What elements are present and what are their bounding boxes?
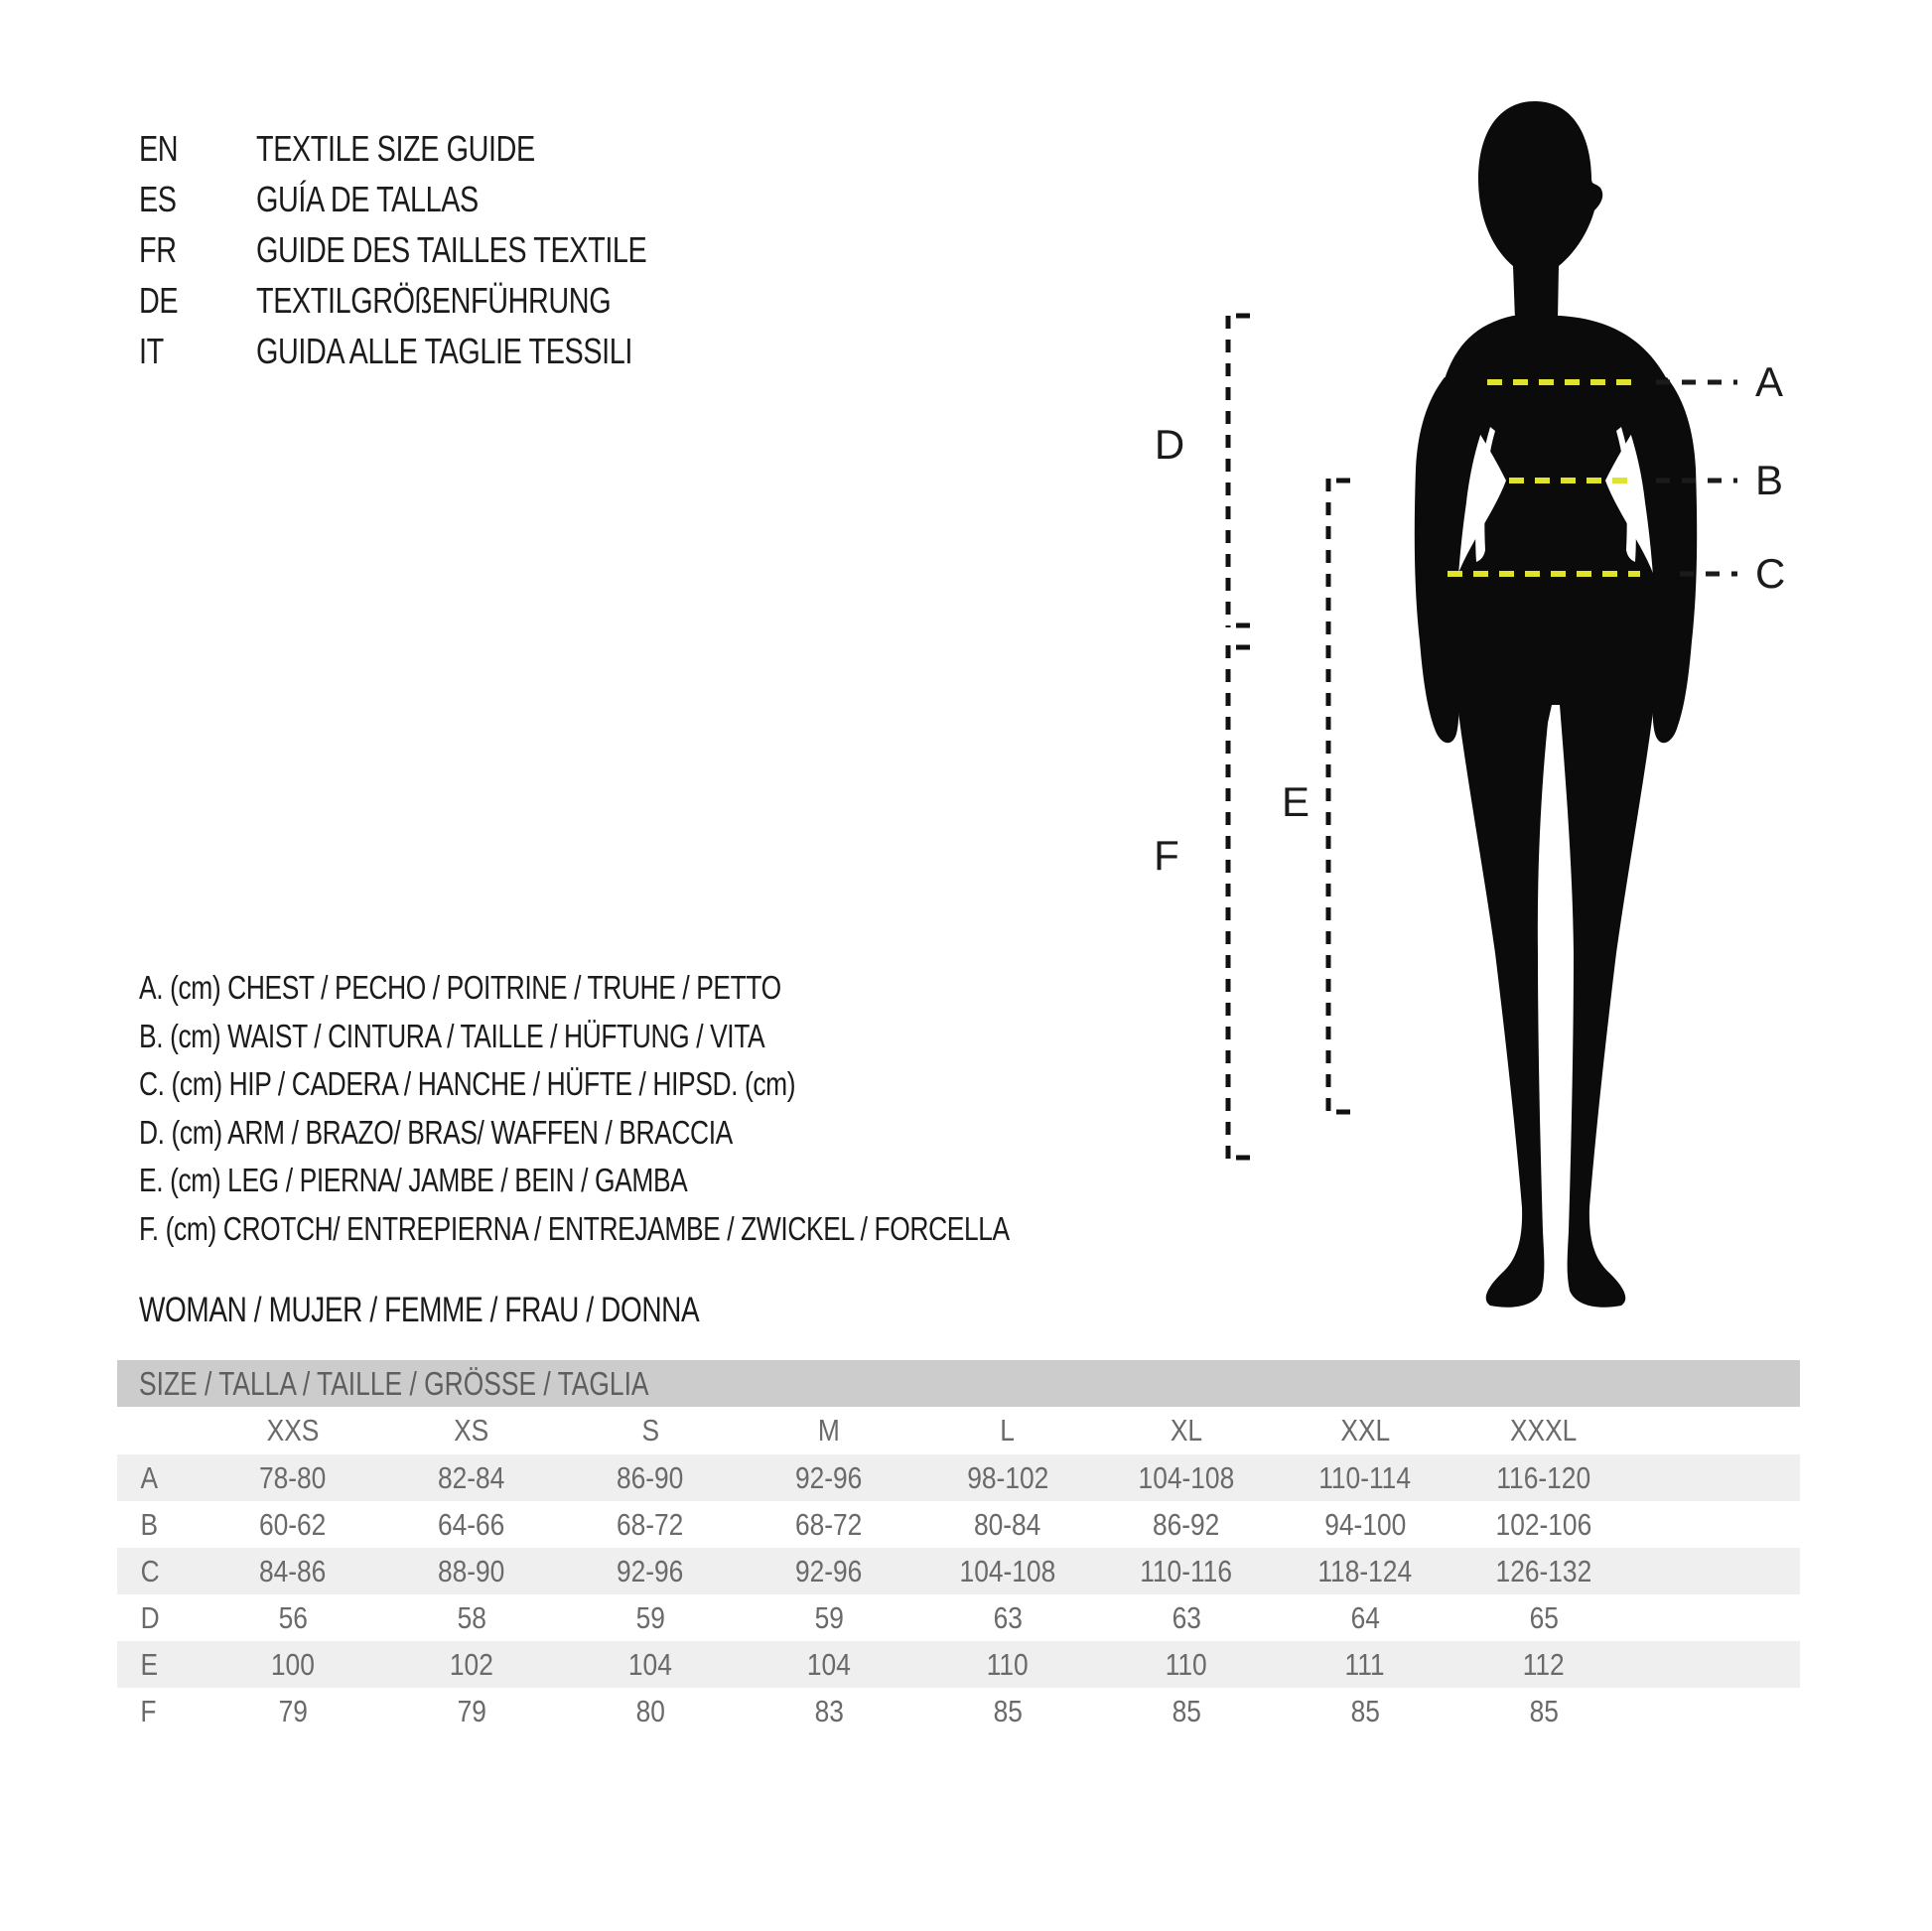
language-row-fr: [139, 224, 745, 275]
size-col-l: L: [1000, 1413, 1016, 1448]
language-row-en: [139, 123, 745, 174]
table-row-crotch: F 79 79 80 83 85 85 85 85: [117, 1688, 1800, 1734]
figure-label-hip: C: [1755, 550, 1786, 597]
row-label: E: [140, 1646, 159, 1682]
language-row-de: [139, 275, 745, 326]
size-col-xxl: XXL: [1340, 1413, 1390, 1448]
language-title-list: [139, 123, 745, 376]
silhouette-right-arm: [1624, 377, 1697, 743]
row-label: A: [140, 1459, 159, 1495]
language-code: ES: [139, 179, 177, 219]
size-col-xs: XS: [454, 1413, 489, 1448]
figure-label-chest: A: [1755, 358, 1784, 405]
vertical-measure-lines: [1228, 316, 1350, 1160]
group-title-woman: WOMAN / MUJER / FEMME / FRAU / DONNA: [139, 1291, 700, 1329]
figure-label-leg: E: [1281, 778, 1311, 825]
table-row-arm: D 56 58 59 59 63 63 64 65: [117, 1594, 1800, 1641]
legend-crotch: F. (cm) CROTCH/ ENTREPIERNA / ENTREJAMBE / ZWICKEL / FORCELLA: [139, 1209, 1010, 1247]
size-table-title: SIZE / TALLA / TAILLE / GRÖSSE / TAGLIA: [139, 1365, 649, 1402]
silhouette-torso-legs: [1445, 316, 1667, 1308]
figure-labels: [1154, 358, 1785, 879]
woman-silhouette: [1415, 101, 1697, 1308]
table-row-waist: B 60-62 64-66 68-72 68-72 80-84 86-92 94-100 102-106: [117, 1501, 1800, 1548]
silhouette-arm-gaps: [1475, 427, 1636, 562]
silhouette-left-arm: [1415, 377, 1487, 743]
figure-label-waist: B: [1755, 457, 1784, 503]
size-header-row: [117, 1407, 1800, 1454]
guide-title-it: GUIDA ALLE TAGLIE TESSILI: [256, 331, 632, 371]
label-leader-lines: [1656, 382, 1737, 574]
size-col-s: S: [641, 1413, 659, 1448]
language-code: FR: [139, 229, 177, 270]
figure-label-arm: D: [1154, 421, 1185, 468]
measurement-legend: [139, 964, 1227, 1253]
size-col-xxxl: XXXL: [1510, 1413, 1578, 1448]
legend-chest: A. (cm) CHEST / PECHO / POITRINE / TRUHE / PETTO: [139, 969, 781, 1006]
language-row-it: [139, 326, 745, 376]
legend-leg: E. (cm) LEG / PIERNA/ JAMBE / BEIN / GAMBA: [139, 1162, 688, 1198]
table-row-hip: C 84-86 88-90 92-96 92-96 104-108 110-116 118-124 126-132: [117, 1548, 1800, 1594]
size-col-m: M: [818, 1413, 840, 1448]
guide-title-fr: GUIDE DES TAILLES TEXTILE: [256, 229, 647, 270]
legend-arm: D. (cm) ARM / BRAZO/ BRAS/ WAFFEN / BRACCIA: [139, 1113, 733, 1151]
guide-title-en: TEXTILE SIZE GUIDE: [256, 128, 535, 169]
size-table: [117, 1360, 1800, 1734]
size-table-header-bar: [117, 1360, 1800, 1407]
legend-waist: B. (cm) WAIST / CINTURA / TAILLE / HÜFTUNG / VITA: [139, 1017, 765, 1054]
language-code: DE: [139, 280, 179, 321]
silhouette-head: [1478, 101, 1602, 320]
language-code: IT: [139, 331, 164, 371]
legend-hip: C. (cm) HIP / CADERA / HANCHE / HÜFTE / HIPSD. (cm): [139, 1065, 796, 1102]
yellow-measure-lines: [1448, 382, 1640, 574]
row-label: F: [140, 1693, 157, 1728]
size-col-xl: XL: [1170, 1413, 1203, 1448]
guide-title-de: TEXTILGRÖßENFÜHRUNG: [256, 280, 612, 321]
size-col-xxs: XXS: [266, 1413, 320, 1448]
figure-label-crotch: F: [1154, 832, 1179, 879]
guide-title-es: GUÍA DE TALLAS: [256, 179, 479, 219]
row-label: D: [140, 1599, 160, 1635]
row-label: B: [140, 1506, 159, 1542]
table-row-leg: E 100 102 104 104 110 110 111 112: [117, 1641, 1800, 1688]
row-label: C: [140, 1553, 160, 1588]
table-row-chest: A 78-80 82-84 86-90 92-96 98-102 104-108 110-114 116-120: [117, 1454, 1800, 1501]
language-code: EN: [139, 128, 179, 169]
language-row-es: [139, 174, 745, 224]
